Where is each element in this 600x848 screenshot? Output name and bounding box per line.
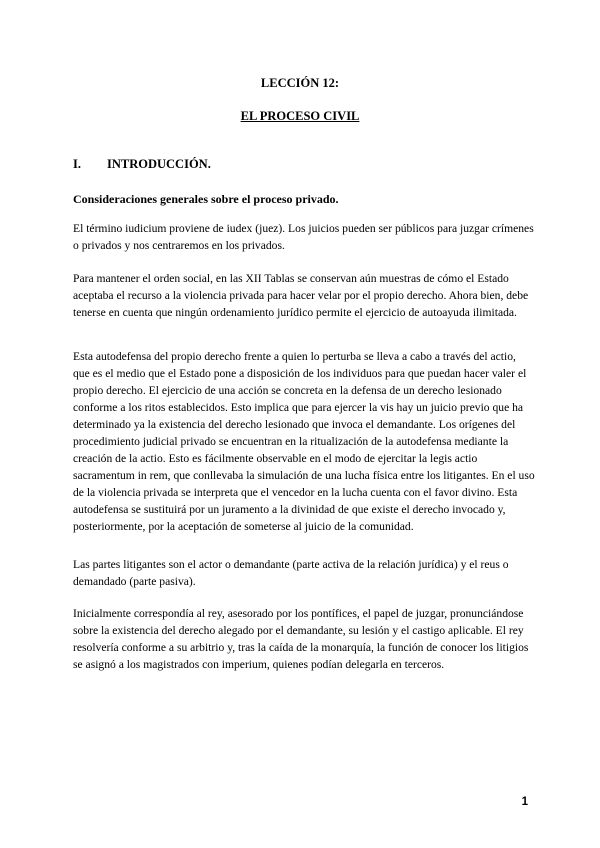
page-number: 1 xyxy=(521,796,528,808)
paragraph-5: Inicialmente correspondía al rey, asesorado por los pontífices, el papel de juzgar, pronunciándose sobre la existencia del derecho alegado por el demandante, su lesión y el castigo aplicable. El rey resolvería conforme a su arbitrio y, tras la caída de la monarquía, la función de conocer los litigios se asignó a los magistrados con imperium, quienes podían delegarla en terceros. xyxy=(73,607,529,671)
paragraph-1: El término iudicium proviene de iudex (juez). Los juicios pueden ser públicos para juzgar crímenes o privados y nos centraremos en los privados. xyxy=(73,222,534,252)
section-heading xyxy=(73,157,211,172)
paragraph-2: Para mantener el orden social, en las XII Tablas se conservan aún muestras de cómo el Estado aceptaba el recurso a la violencia privada para hacer velar por el propio derecho. Ahora bien, debe tenerse en cuenta que ningún ordenamiento jurídico permite el ejercicio de autoayuda ilimitada. xyxy=(73,272,529,319)
lesson-title: LECCIÓN 12: xyxy=(260,76,340,90)
section-number: I. xyxy=(73,157,81,171)
paragraph-4: Las partes litigantes son el actor o demandante (parte activa de la relación jurídica) y el reus o demandado (parte pasiva). xyxy=(73,558,509,588)
subject-title: EL PROCESO CIVIL xyxy=(240,109,360,123)
subsection-title: Consideraciones generales sobre el proceso privado. xyxy=(73,192,339,206)
section-title: INTRODUCCIÓN. xyxy=(107,157,211,171)
paragraph-3: Esta autodefensa del propio derecho frente a quien lo perturba se lleva a cabo a través del actio, que es el medio que el Estado pone a disposición de los individuos para que puedan hacer valer el propio derecho. El ejercicio de una acción se concreta en la defensa de un derecho lesionado conforme a los ritos establecidos. Esto implica que para ejercer la vis hay un juicio previo que ha determinado ya la existencia del derecho lesionado que invoca el demandante. Los orígenes del procedimiento judicial privado se encuentran en la ritualización de la autodefensa mediante la creación de la actio. Esto es fácilmente observable en el modo de ejercitar la legis actio sacramentum in rem, que conllevaba la simulación de una lucha física entre los litigantes. En el uso de la violencia privada se interpreta que el vencedor en la lucha cuenta con el favor divino. Esta autodefensa se sustituirá por un juramento a la divinidad de que existe el derecho invocado y, posteriormente, por la aceptación de someterse al juicio de la comunidad. xyxy=(73,350,535,533)
